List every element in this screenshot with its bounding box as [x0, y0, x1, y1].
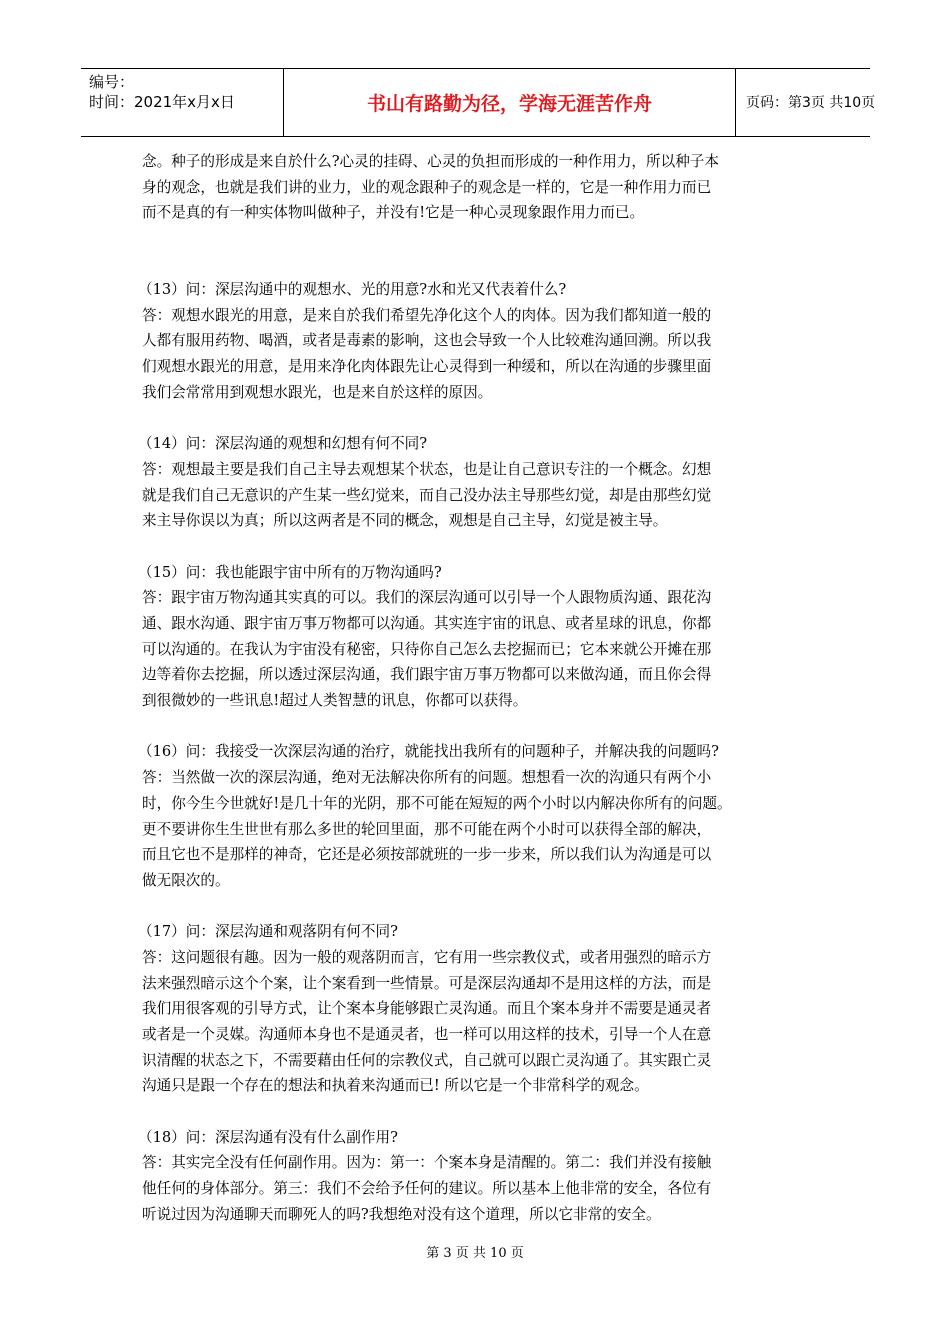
answer-line: 识清醒的状态之下，不需要藉由任何的宗教仪式，自己就可以跟亡灵沟通了。其实跟亡灵: [142, 1051, 712, 1069]
number-label: 编号：: [89, 73, 135, 91]
answer-line: 听说过因为沟通聊天而聊死人的吗?我想绝对没有这个道理，所以它非常的安全。: [142, 1205, 661, 1223]
answer-line: 法来强烈暗示这个个案，让个案看到一些情景。可是深层沟通却不是用这样的方法，而是: [142, 974, 712, 992]
question: （18）问：深层沟通有没有什么副作用?: [138, 1128, 398, 1146]
motto: 书山有路勤为径，学海无涯苦作舟: [366, 93, 652, 115]
answer-line: 边等着你去挖掘，所以透过深层沟通，我们跟宇宙万事万物都可以来做沟通，而且你会得: [142, 666, 712, 684]
qa-14: [138, 431, 814, 534]
answer-line: 他任何的身体部分。第三：我们不会给予任何的建议。所以基本上他非常的安全，各位有: [142, 1180, 712, 1198]
qa-13: [138, 277, 814, 405]
answer-line: 人都有服用药物、喝酒，或者是毒素的影响，这也会导致一个人比较难沟通回溯。所以我: [142, 332, 712, 350]
answer-line: 而且它也不是那样的神奇，它还是必须按部就班的一步一步来，所以我们认为沟通是可以: [142, 846, 712, 864]
answer-line: 答：观想最主要是我们自己主导去观想某个状态，也是让自己意识专注的一个概念。幻想: [142, 460, 712, 478]
answer-line: 我们会常常用到观想水跟光，也是来自於这样的原因。: [142, 383, 493, 401]
qa-15: [138, 560, 814, 714]
answer-line: 我们用很客观的引导方式，让个案本身能够跟亡灵沟通。而且个案本身并不需要是通灵者: [142, 1000, 712, 1018]
answer-line: 答：观想水跟光的用意，是来自於我们希望先净化这个人的肉体。因为我们都知道一般的: [142, 306, 712, 324]
question: （15）问：我也能跟宇宙中所有的万物沟通吗?: [138, 563, 442, 581]
paragraph-line: 念。种子的形成是来自於什么?心灵的挂碍、心灵的负担而形成的一种作用力，所以种子本: [142, 153, 719, 170]
qa-17: [138, 919, 814, 1099]
answer-line: 到很微妙的一些讯息!超过人类智慧的讯息，你都可以获得。: [142, 692, 528, 710]
answer-line: 沟通只是跟一个存在的想法和执着来沟通而已! 所以它是一个非常科学的观念。: [142, 1077, 649, 1095]
header-page-cell: [736, 69, 876, 136]
answer-line: 答：当然做一次的深层沟通，绝对无法解决你所有的问题。想想看一次的沟通只有两个小: [142, 769, 712, 787]
time-label: 时间：2021年x月x日: [89, 93, 235, 111]
paragraph-line: 身的观念，也就是我们讲的业力，业的观念跟种子的观念是一样的，它是一种作用力而已: [142, 178, 712, 196]
answer-line: 可以沟通的。在我认为宇宙没有秘密，只待你自己怎么去挖掘而已；它本来就公开摊在那: [142, 640, 712, 658]
page-footer: 第 3 页 共 10 页: [426, 1246, 524, 1261]
header-meta-cell: [81, 69, 284, 136]
answer-line: 答：这问题很有趣。因为一般的观落阴而言，它有用一些宗教仪式，或者用强烈的暗示方: [142, 948, 712, 966]
answer-line: 或者是一个灵媒。沟通师本身也不是通灵者，也一样可以用这样的技术，引导一个人在意: [142, 1026, 712, 1043]
intro-paragraph: [142, 149, 814, 226]
answer-line: 更不要讲你生生世世有那么多世的轮回里面，那不可能在两个小时可以获得全部的解决，: [142, 820, 712, 838]
qa-16: [138, 739, 814, 893]
question: （13）问：深层沟通中的观想水、光的用意?水和光又代表着什么?: [138, 281, 567, 299]
answer-line: 时，你今生今世就好!是几十年的光阴，那不可能在短短的两个小时以内解决你所有的问题。: [142, 794, 732, 812]
answer-line: 做无限次的。: [142, 871, 230, 889]
header-motto-cell: [284, 69, 736, 136]
answer-line: 就是我们自己无意识的产生某一些幻觉来，而自己没办法主导那些幻觉，却是由那些幻觉: [142, 486, 712, 504]
header-table: [81, 68, 876, 137]
answer-line: 通、跟水沟通、跟宇宙万事万物都可以沟通。其实连宇宙的讯息、或者星球的讯息，你都: [142, 615, 712, 632]
question: （17）问：深层沟通和观落阴有何不同?: [138, 923, 398, 941]
paragraph-line: 而不是真的有一种实体物叫做种子，并没有!它是一种心灵现象跟作用力而已。: [142, 204, 645, 222]
page-info: 页码：第3页 共10页: [746, 95, 876, 111]
answer-line: 来主导你误以为真；所以这两者是不同的概念，观想是自己主导，幻觉是被主导。: [142, 512, 668, 530]
document-body: [138, 149, 814, 1228]
answer-line: 们观想水跟光的用意，是用来净化肉体跟先让心灵得到一种缓和，所以在沟通的步骤里面: [142, 358, 712, 376]
answer-line: 答：其实完全没有任何副作用。因为：第一：个案本身是清醒的。第二：我们并没有接触: [142, 1154, 712, 1172]
question: （16）问：我接受一次深层沟通的治疗，就能找出我所有的问题种子，并解决我的问题吗?: [138, 743, 719, 761]
qa-18: [138, 1125, 814, 1228]
answer-line: 答：跟宇宙万物沟通其实真的可以。我们的深层沟通可以引导一个人跟物质沟通、跟花沟: [142, 589, 712, 607]
question: （14）问：深层沟通的观想和幻想有何不同?: [138, 435, 428, 453]
